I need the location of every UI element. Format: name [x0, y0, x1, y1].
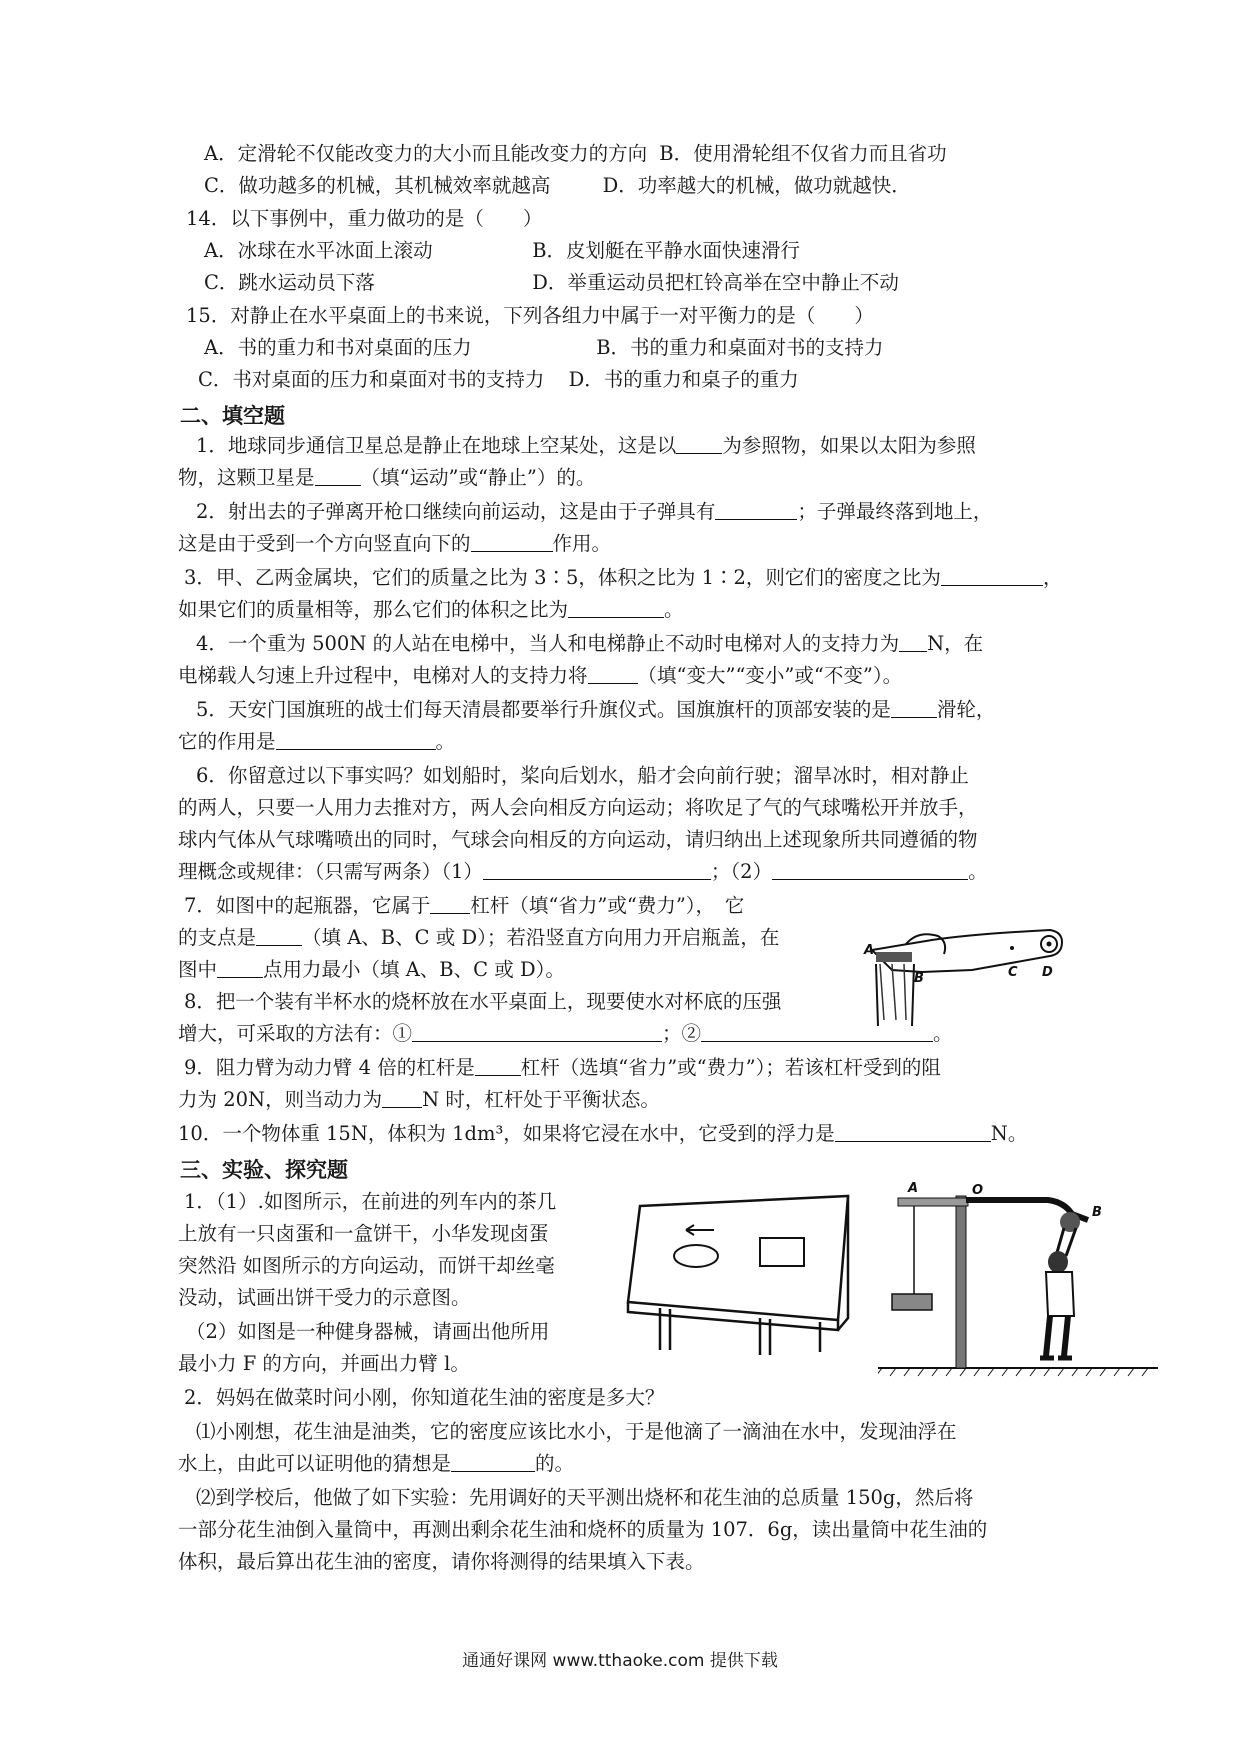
q15-option-b: B．书的重力和桌面对书的支持力 — [596, 336, 884, 359]
q13-line-2 — [204, 174, 911, 198]
gym-equipment-figure — [878, 1176, 1160, 1380]
fill-q9-text-c: 力为 20N，则当动力为 — [178, 1088, 383, 1111]
fill-q1-text-b: 为参照物，如果以太阳为参照 — [722, 434, 976, 457]
fill-q6-blank-2[interactable] — [772, 861, 968, 880]
train-table-figure — [610, 1190, 880, 1360]
fill-q1-blank-1[interactable] — [676, 435, 722, 454]
exp-q1-line-6: 最小力 F 的方向，并画出力臂 l。 — [178, 1352, 470, 1375]
fill-q7-line-3 — [178, 958, 565, 982]
fill-q5-line-2 — [178, 730, 455, 754]
fill-q8-text-d: 。 — [933, 1022, 953, 1045]
opener-label-d: D — [1042, 965, 1053, 980]
fill-q6-text-d: 理概念或规律：（只需写两条）（1） — [178, 860, 483, 883]
fill-q7-text-c: 的支点是 — [178, 926, 257, 949]
fill-q6-line-1: 6．你留意过以下事实吗？如划船时，桨向后划水，船才会向前行驶；溜旱冰时，相对静止 — [196, 764, 969, 787]
fill-q7-blank-3[interactable] — [217, 959, 263, 978]
q13-option-c: C．做功越多的机械，其机械效率就越高 — [204, 174, 551, 197]
q14-line-1 — [204, 239, 800, 263]
q13-option-b: B．使用滑轮组不仅省力而且省功 — [659, 142, 947, 165]
fill-q5-text-b: 滑轮， — [936, 698, 996, 721]
fill-q5-text-d: 。 — [435, 730, 456, 753]
exp-q2-line-2: ⑴小刚想，花生油是油类，它的密度应该比水小，于是他滴了一滴油在水中，发现油浮在 — [196, 1420, 957, 1443]
opener-label-b: B — [914, 971, 924, 986]
fill-q7-text-f: 点用力最小（填 A、B、C 或 D）。 — [263, 958, 565, 981]
q14-line-2 — [204, 271, 899, 295]
fill-q7-blank-1[interactable] — [430, 895, 470, 914]
fill-q1-blank-2[interactable] — [315, 467, 361, 486]
opener-label-a: A — [864, 943, 875, 958]
fill-q1-text-c: 物，这颗卫星是 — [178, 466, 315, 489]
fill-q2-line-1 — [196, 500, 992, 524]
fill-q7-text-a: 7．如图中的起瓶器，它属于 — [184, 894, 431, 917]
fill-q3-text-d: 。 — [664, 598, 684, 621]
fill-q8-blank-1[interactable] — [412, 1023, 662, 1042]
fill-q5-blank-1[interactable] — [891, 699, 937, 718]
exp-q2-line-3 — [178, 1452, 574, 1476]
fill-q8-text-c: ；② — [662, 1022, 702, 1045]
fill-q1-text-a: 1．地球同步通信卫星总是静止在地球上空某处，这是以 — [196, 434, 677, 457]
exp-q2-line-1: 2．妈妈在做菜时问小刚，你知道花生油的密度是多大？ — [184, 1386, 665, 1409]
section-2-heading: 二、填空题 — [180, 404, 285, 428]
q13-line-1 — [204, 142, 947, 166]
fill-q10-line — [178, 1122, 1027, 1146]
section-3-heading: 三、实验、探究题 — [180, 1158, 348, 1182]
fill-q9-line-2 — [178, 1088, 660, 1112]
exp-q2-line-5: 一部分花生油倒入量筒中，再测出剩余花生油和烧杯的质量为 107．6g，读出量筒中花生油的 — [178, 1518, 988, 1541]
fill-q9-line-1 — [184, 1056, 941, 1080]
fill-q5-text-c: 它的作用是 — [178, 730, 276, 753]
fill-q5-line-1 — [196, 698, 995, 722]
fill-q7-line-2 — [178, 926, 779, 950]
gym-label-o: O — [972, 1183, 984, 1198]
exp-q2-blank[interactable] — [451, 1453, 535, 1472]
q14-option-a: A．冰球在水平冰面上滚动 — [204, 239, 433, 262]
fill-q2-text-b: ；子弹最终落到地上， — [797, 500, 993, 523]
fill-q7-text-e: 图中 — [178, 958, 218, 981]
gym-label-b: B — [1092, 1205, 1102, 1220]
fill-q5-blank-2[interactable] — [276, 731, 436, 750]
page-footer: 通通好课网 www.tthaoke.com 提供下载 — [462, 1651, 778, 1671]
fill-q2-line-2 — [178, 532, 611, 556]
fill-q3-text-c: 如果它们的质量相等，那么它们的体积之比为 — [178, 598, 569, 621]
q14-option-b: B．皮划艇在平静水面快速滑行 — [532, 239, 801, 262]
exp-q1-line-5: （2）如图是一种健身器械，请画出他所用 — [186, 1320, 550, 1343]
fill-q7-text-b: 杠杆（填“省力”或“费力”）， 它 — [470, 894, 745, 917]
exp-q2-line-6: 体积，最后算出花生油的密度，请你将测得的结果填入下表。 — [178, 1550, 705, 1573]
fill-q9-blank-1[interactable] — [475, 1057, 521, 1076]
q15-option-d: D．书的重力和桌子的重力 — [568, 368, 799, 391]
fill-q7-text-d: （填 A、B、C 或 D）；若沿竖直方向用力开启瓶盖，在 — [302, 926, 780, 949]
fill-q4-text-c: 电梯载人匀速上升过程中，电梯对人的支持力将 — [178, 664, 588, 687]
exp-q1-line-2: 上放有一只卤蛋和一盒饼干，小华发现卤蛋 — [178, 1222, 549, 1245]
q15-option-c: C．书对桌面的压力和桌面对书的支持力 — [198, 368, 545, 391]
exp-q2-line-4: ⑵到学校后，他做了如下实验：先用调好的天平测出烧杯和花生油的总质量 150g，然后将 — [196, 1486, 974, 1509]
fill-q7-line-1 — [184, 894, 744, 918]
fill-q8-line-2 — [178, 1022, 953, 1046]
fill-q6-text-e: ；（2） — [710, 860, 773, 883]
fill-q4-text-a: 4．一个重为 500N 的人站在电梯中，当人和电梯静止不动时电梯对人的支持力为 — [196, 632, 900, 655]
fill-q6-text-f: 。 — [968, 860, 988, 883]
exp-q2-text-c: 水上，由此可以证明他的猜想是 — [178, 1452, 452, 1475]
fill-q2-text-c: 这是由于受到一个方向竖直向下的 — [178, 532, 471, 555]
fill-q4-line-2 — [178, 664, 902, 688]
exp-q1-line-1: 1．（1）.如图所示，在前进的列车内的茶几 — [184, 1190, 557, 1213]
fill-q3-text-a: 3．甲、乙两金属块，它们的质量之比为 3∶5，体积之比为 1∶2，则它们的密度之比为 — [184, 566, 941, 589]
fill-q8-text-b: 增大，可采取的方法有：① — [178, 1022, 413, 1045]
fill-q8-line-1: 8．把一个装有半杯水的烧杯放在水平桌面上，现要使水对杯底的压强 — [184, 990, 782, 1013]
exp-q1-line-4: 没动，试画出饼干受力的示意图。 — [178, 1286, 471, 1309]
egg-shape — [674, 1245, 718, 1267]
fill-q6-line-2: 的两人，只要一人用力去推对方，两人会向相反方向运动；将吹足了气的气球嘴松开并放手， — [178, 796, 978, 819]
fill-q1-line-1 — [196, 434, 976, 458]
gym-label-a: A — [908, 1181, 919, 1196]
q15-line-1 — [204, 336, 884, 360]
fill-q3-text-b: ， — [1042, 566, 1063, 589]
fill-q6-line-3: 球内气体从气球嘴喷出的同时，气球会向相反的方向运动，请归纳出上述现象所共同遵循的物 — [178, 828, 978, 851]
fill-q10-text-b: N。 — [990, 1122, 1028, 1145]
fill-q9-blank-2[interactable] — [382, 1089, 422, 1108]
exp-q1-line-3: 突然沿 如图所示的方向运动，而饼干却丝毫 — [178, 1254, 555, 1277]
q14-stem: 14．以下事例中，重力做功的是（ ） — [186, 207, 543, 230]
opener-label-c: C — [1008, 965, 1018, 980]
fill-q9-text-a: 9．阻力臂为动力臂 4 倍的杠杆是 — [184, 1056, 475, 1079]
fill-q9-text-d: N 时，杠杆处于平衡状态。 — [422, 1088, 660, 1111]
exp-q2-text-d: 的。 — [535, 1452, 575, 1475]
fill-q6-line-4 — [178, 860, 988, 884]
bottle-opener-figure — [862, 920, 1066, 1032]
fill-q10-text-a: 10．一个物体重 15N，体积为 1dm³，如果将它浸在水中，它受到的浮力是 — [178, 1122, 835, 1145]
fill-q2-text-a: 2．射出去的子弹离开枪口继续向前运动，这是由于子弹具有 — [196, 500, 716, 523]
q15-line-2 — [198, 368, 799, 392]
fill-q4-line-1 — [196, 632, 983, 656]
fill-q4-text-b: N，在 — [927, 632, 984, 655]
fill-q4-blank-2[interactable] — [588, 665, 638, 684]
q14-option-c: C．跳水运动员下落 — [204, 271, 375, 294]
fill-q4-text-d: （填“变大”“变小”或“不变”）。 — [637, 664, 903, 687]
fill-q2-blank-2[interactable] — [471, 533, 553, 552]
fill-q3-blank-1[interactable] — [941, 567, 1043, 586]
fill-q9-text-b: 杠杆（选填“省力”或“费力”）；若该杠杆受到的阻 — [520, 1056, 941, 1079]
fill-q2-blank-1[interactable] — [715, 501, 797, 520]
fill-q3-line-1 — [184, 566, 1062, 590]
fill-q6-blank-1[interactable] — [483, 861, 711, 880]
fill-q3-line-2 — [178, 598, 684, 622]
q13-option-a: A．定滑轮不仅能改变力的大小而且能改变力的方向 — [204, 142, 648, 165]
q15-option-a: A．书的重力和书对桌面的压力 — [204, 336, 472, 359]
q14-option-d: D．举重运动员把杠铃高举在空中静止不动 — [532, 271, 899, 294]
fill-q7-blank-2[interactable] — [256, 927, 302, 946]
fill-q1-line-2 — [178, 466, 595, 490]
fill-q10-blank[interactable] — [835, 1123, 991, 1142]
fill-q1-text-d: （填“运动”或“静止”）的。 — [360, 466, 596, 489]
fill-q3-blank-2[interactable] — [568, 599, 664, 618]
fill-q5-text-a: 5．天安门国旗班的战士们每天清晨都要举行升旗仪式。国旗旗杆的顶部安装的是 — [196, 698, 891, 721]
q15-stem: 15．对静止在水平桌面上的书来说，下列各组力中属于一对平衡力的是（ ） — [186, 304, 874, 327]
biscuit-box-shape — [760, 1238, 804, 1266]
fill-q2-text-d: 作用。 — [552, 532, 612, 555]
q13-option-d: D．功率越大的机械，做功就越快． — [602, 174, 911, 197]
fill-q4-blank-1[interactable] — [899, 633, 927, 652]
